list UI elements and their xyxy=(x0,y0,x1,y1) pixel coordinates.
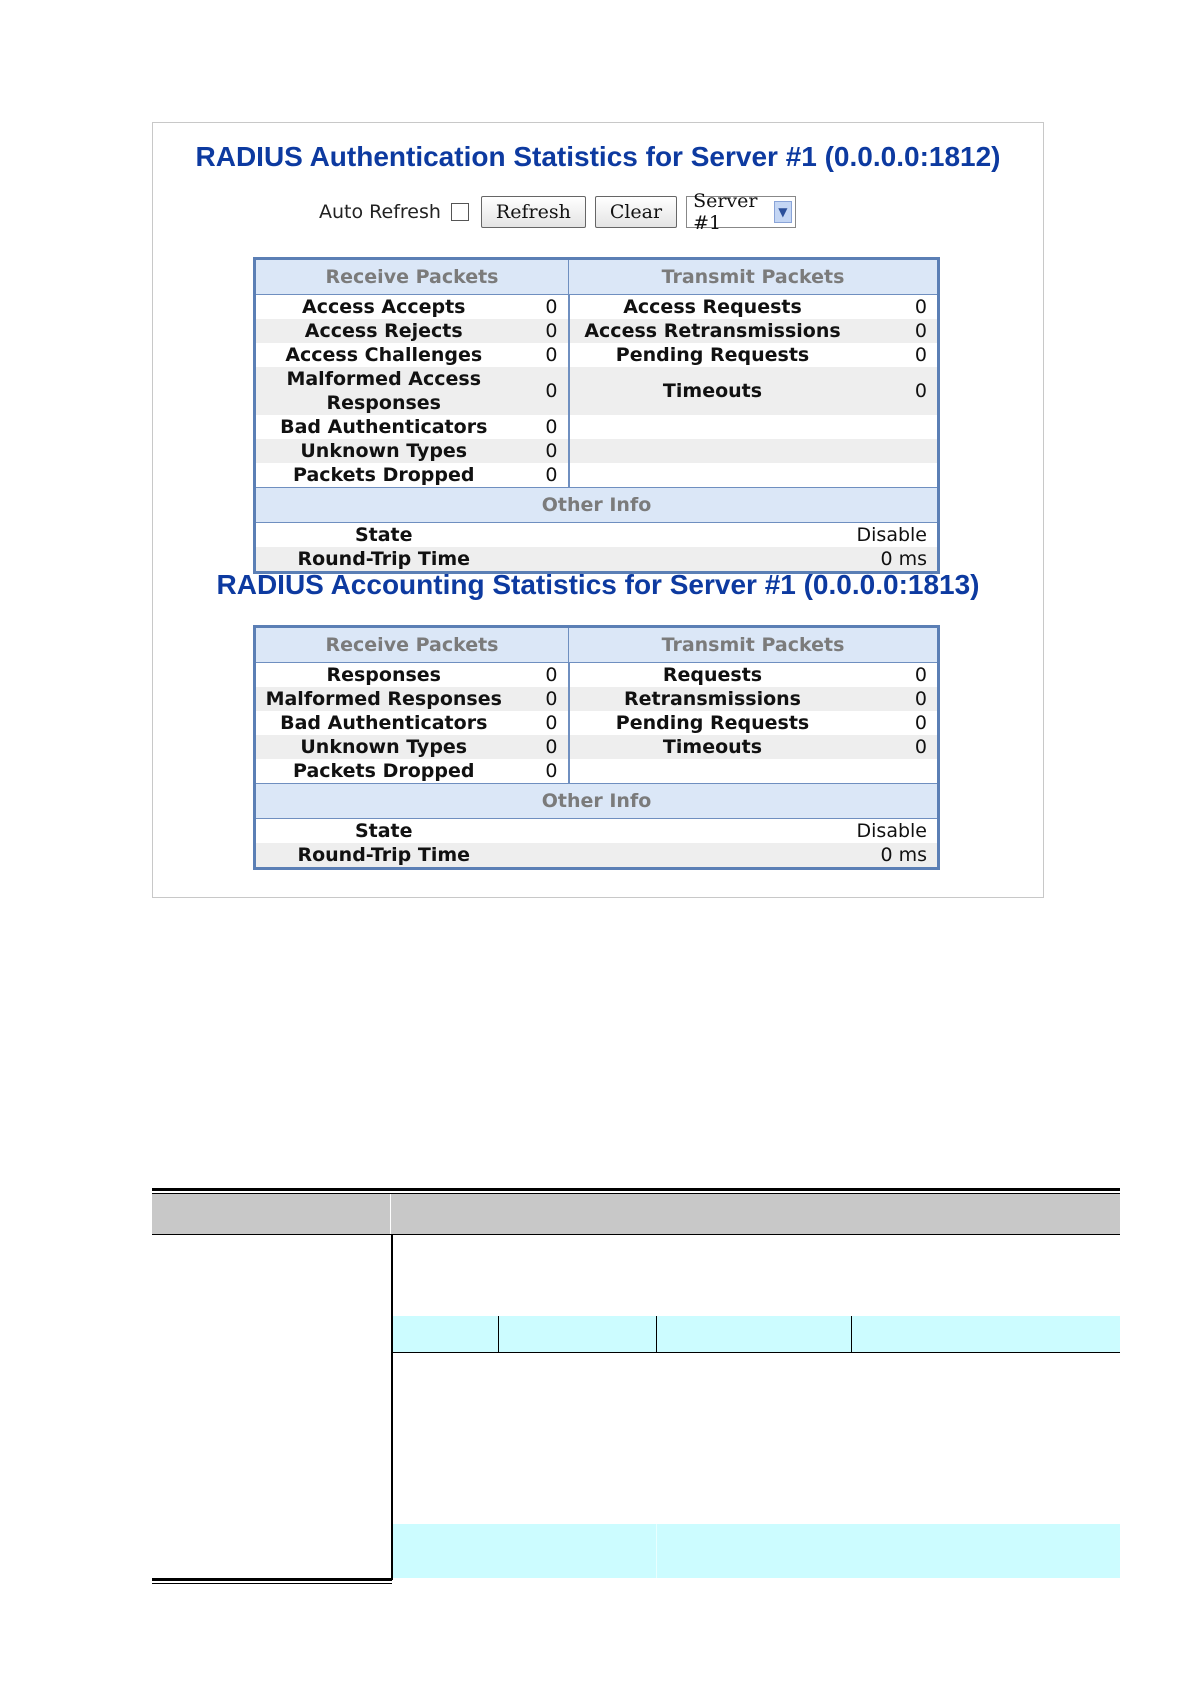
receive-packets-header: Receive Packets xyxy=(255,259,569,295)
stat-value: 0 xyxy=(914,712,927,734)
stat-value: 0 xyxy=(512,319,569,343)
stat-label: Malformed Access Responses xyxy=(286,368,482,414)
inner-header-band xyxy=(393,1316,1120,1352)
stat-value: 0 xyxy=(914,736,927,758)
stat-value: 0 xyxy=(914,688,927,710)
stat-label: Packets Dropped xyxy=(293,760,475,782)
info-label: State xyxy=(354,524,413,546)
header-divider xyxy=(390,1194,391,1234)
inner-header-band xyxy=(393,1524,1120,1578)
stat-label: Timeouts xyxy=(662,380,763,402)
stat-label: Access Rejects xyxy=(304,320,463,342)
band-divider xyxy=(498,1316,499,1352)
transmit-packets-header: Transmit Packets xyxy=(569,259,939,295)
table-row xyxy=(255,687,939,711)
band-divider xyxy=(656,1524,657,1578)
stat-value: 0 xyxy=(512,367,569,415)
stat-label: Unknown Types xyxy=(300,736,468,758)
stat-label xyxy=(569,463,856,488)
stat-label xyxy=(569,439,856,463)
info-value: Disable xyxy=(856,820,927,842)
table-rule xyxy=(152,1188,1120,1191)
server-select-value: Server #1 xyxy=(693,190,758,234)
stat-label: Pending Requests xyxy=(615,712,810,734)
stat-label: Access Challenges xyxy=(285,344,483,366)
stat-value: 0 xyxy=(512,415,569,439)
stat-label: Requests xyxy=(662,664,763,686)
stat-value: 0 xyxy=(512,663,569,688)
stat-value: 0 xyxy=(512,295,569,320)
stat-value: 0 xyxy=(512,439,569,463)
transmit-packets-header: Transmit Packets xyxy=(569,627,939,663)
stat-value: 0 xyxy=(914,344,927,366)
stat-label: Access Accepts xyxy=(302,296,466,318)
statistics-panel xyxy=(152,122,1044,898)
table-row xyxy=(255,711,939,735)
info-label: Round-Trip Time xyxy=(297,548,471,570)
other-info-header: Other Info xyxy=(255,488,939,523)
info-label: State xyxy=(354,820,413,842)
acct-title: RADIUS Accounting Statistics for Server #1 (0.0.0.0:1813) xyxy=(216,569,980,600)
stat-label xyxy=(569,415,856,439)
stat-label: Packets Dropped xyxy=(293,464,475,486)
table-row xyxy=(255,367,939,415)
chevron-down-icon[interactable]: ▼ xyxy=(774,201,792,223)
table-row xyxy=(255,343,939,367)
table-row xyxy=(255,663,939,688)
stat-value xyxy=(856,415,939,439)
stat-label: Access Requests xyxy=(623,296,802,318)
stat-label: Malformed Responses xyxy=(265,688,502,710)
table-row xyxy=(255,439,939,463)
stat-value: 0 xyxy=(512,463,569,488)
stat-label: Access Retransmissions xyxy=(584,320,841,342)
stat-label: Unknown Types xyxy=(300,440,468,462)
table-rule xyxy=(152,1578,392,1581)
table-row xyxy=(255,295,939,320)
stat-label: Responses xyxy=(326,664,441,686)
auth-title: RADIUS Authentication Statistics for Server #1 (0.0.0.0:1812) xyxy=(195,141,1001,172)
stat-value: 0 xyxy=(512,687,569,711)
refresh-button[interactable]: Refresh xyxy=(481,196,586,228)
band-rule xyxy=(393,1352,1120,1353)
table-row xyxy=(255,463,939,488)
table-row xyxy=(255,843,939,869)
table-row xyxy=(255,523,939,548)
info-value: 0 ms xyxy=(880,548,927,570)
stat-label: Timeouts xyxy=(662,736,763,758)
auto-refresh-checkbox[interactable] xyxy=(451,203,469,221)
stat-value: 0 xyxy=(512,343,569,367)
stat-value xyxy=(856,463,939,488)
table-rule xyxy=(152,1583,392,1584)
info-value: Disable xyxy=(856,524,927,546)
stat-value xyxy=(856,439,939,463)
stat-label: Pending Requests xyxy=(615,344,810,366)
stat-value: 0 xyxy=(914,320,927,342)
stat-label: Bad Authenticators xyxy=(280,712,488,734)
band-divider xyxy=(656,1316,657,1352)
stat-value: 0 xyxy=(512,759,569,784)
table-header xyxy=(152,1194,1120,1234)
band-divider xyxy=(851,1316,852,1352)
stat-label xyxy=(569,759,856,784)
receive-packets-header: Receive Packets xyxy=(255,627,569,663)
info-label: Round-Trip Time xyxy=(297,844,471,866)
table-row xyxy=(255,319,939,343)
stat-value: 0 xyxy=(512,735,569,759)
table-row xyxy=(255,819,939,844)
clear-button[interactable]: Clear xyxy=(595,196,677,228)
acct-stats-table xyxy=(253,625,940,870)
table-row xyxy=(255,735,939,759)
stat-value: 0 xyxy=(512,711,569,735)
stat-value: 0 xyxy=(914,380,927,402)
server-select[interactable] xyxy=(686,190,796,234)
table-rule xyxy=(152,1234,1120,1235)
info-value: 0 ms xyxy=(880,844,927,866)
stat-value: 0 xyxy=(914,664,927,686)
auto-refresh-label: Auto Refresh xyxy=(319,201,441,223)
description-table xyxy=(152,1188,1120,1586)
toolbar xyxy=(319,190,796,234)
other-info-header: Other Info xyxy=(255,784,939,819)
stat-label: Retransmissions xyxy=(624,688,801,710)
table-row xyxy=(255,415,939,439)
stat-value: 0 xyxy=(914,296,927,318)
table-row xyxy=(255,759,939,784)
stat-value xyxy=(856,759,939,784)
stat-label: Bad Authenticators xyxy=(280,416,488,438)
auth-stats-table xyxy=(253,257,940,574)
